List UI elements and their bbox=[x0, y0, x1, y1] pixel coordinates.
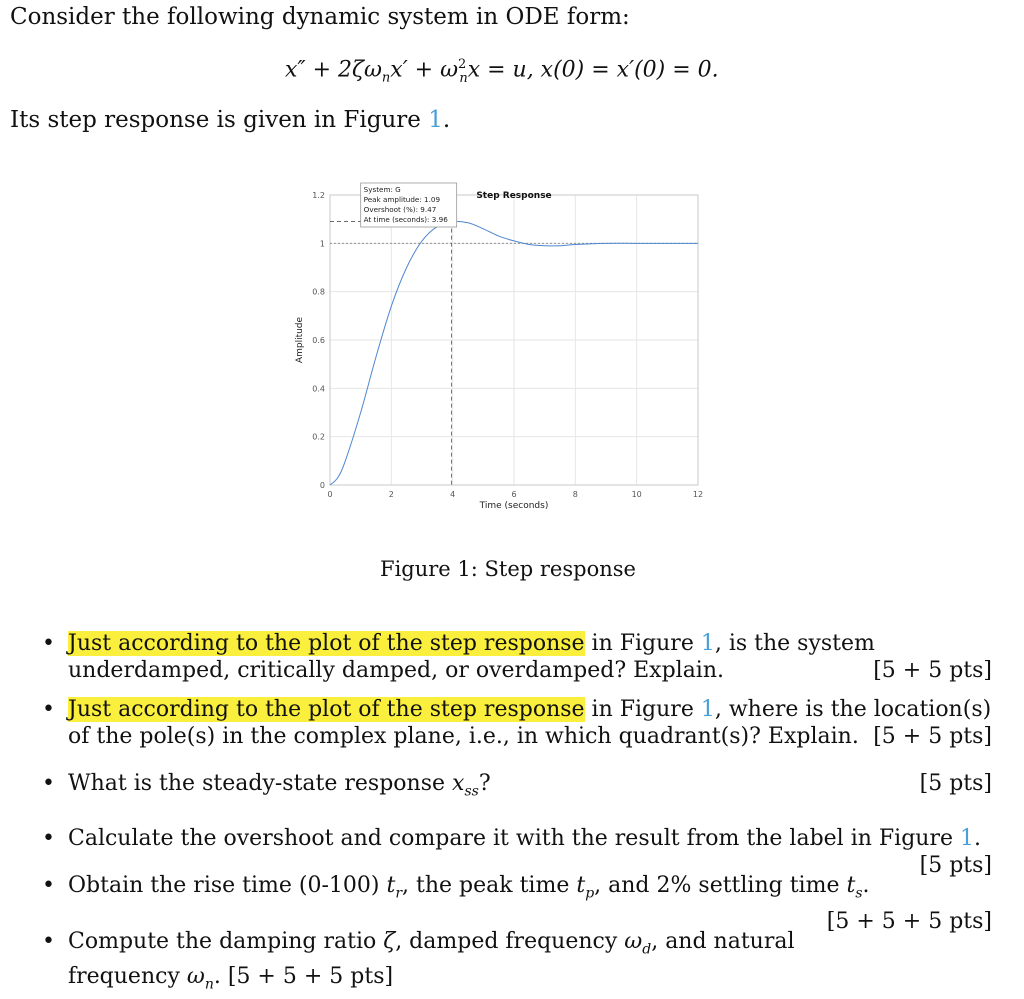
x-axis-label: Time (seconds) bbox=[479, 501, 549, 511]
datatip-line: Overshoot (%): 9.47 bbox=[363, 205, 437, 214]
x-tick-label: 10 bbox=[631, 490, 642, 499]
datatip-line: Peak amplitude: 1.09 bbox=[363, 195, 441, 204]
step-response-figure bbox=[290, 175, 720, 525]
figure-reference-sentence: Its step response is given in Figure 1. bbox=[10, 107, 451, 133]
x-tick-label: 8 bbox=[572, 490, 578, 499]
x-tick-label: 2 bbox=[388, 490, 394, 499]
ode-equation: $x'' + 2\zeta\omega_nx' + \omega^2_nx = u$, x(0) = x′(0) = 0. bbox=[285, 57, 719, 86]
points: [5 + 5 pts] bbox=[873, 658, 992, 683]
chart-title: Step Response bbox=[476, 191, 552, 201]
x-tick-label: 12 bbox=[692, 490, 704, 499]
points: [5 + 5 pts] bbox=[873, 724, 992, 749]
question-4: • Calculate the overshoot and compare it with the result from the label in Figure 1. [5 pts] bbox=[36, 825, 992, 852]
figure-link[interactable]: 1 bbox=[700, 697, 715, 722]
question-6: • Compute the damping ratio ζ, damped frequency $\omega_d$, and natural frequency $\omega_n$. [5 + 5 + 5 pts] bbox=[36, 928, 992, 999]
y-tick-label: 0 bbox=[319, 481, 325, 490]
x-tick-label: 4 bbox=[450, 490, 456, 499]
points: [5 + 5 + 5 pts] bbox=[826, 908, 992, 934]
y-tick-label: 0.8 bbox=[312, 287, 325, 297]
points: [5 + 5 + 5 pts] bbox=[227, 964, 394, 990]
y-tick-label: 0.2 bbox=[312, 432, 325, 442]
datatip-line: System: G bbox=[363, 185, 401, 194]
question-1: • Just according to the plot of the step response in Figure 1, is the system underdamped, critically damped, or overdamped? Explain. [5 + 5 pts] bbox=[36, 630, 992, 684]
question-3: • What is the steady-state response $x_{ss}$? [5 pts] bbox=[36, 770, 992, 805]
y-tick-label: 1.2 bbox=[312, 191, 325, 200]
y-tick-label: 0.4 bbox=[312, 384, 325, 394]
x-tick-label: 0 bbox=[327, 490, 333, 499]
step-response-chart bbox=[290, 175, 720, 525]
y-tick-label: 1 bbox=[319, 239, 325, 249]
question-5: • Obtain the rise time (0-100) $t_r$, the peak time $t_p$, and 2% settling time $t_s$. [5 + 5 + 5 pts] bbox=[36, 872, 992, 907]
y-axis-label: Amplitude bbox=[295, 316, 305, 364]
figure-caption: Figure 1: Step response bbox=[380, 557, 636, 581]
question-2: • Just according to the plot of the step response in Figure 1, where is the location(s) of the pole(s) in the complex plane, i.e., in which quadrant(s)? Explain. [5 + 5 pts] bbox=[36, 696, 992, 750]
figure-link[interactable]: 1 bbox=[700, 631, 715, 656]
x-tick-label: 6 bbox=[511, 490, 517, 499]
points: [5 pts] bbox=[919, 771, 992, 796]
figure-link[interactable]: 1 bbox=[428, 107, 443, 133]
y-tick-label: 0.6 bbox=[312, 336, 325, 345]
figure-link[interactable]: 1 bbox=[960, 826, 974, 852]
question-list bbox=[36, 630, 992, 999]
intro-text: Consider the following dynamic system in ODE form: bbox=[10, 4, 630, 30]
points: [5 pts] bbox=[919, 853, 992, 879]
datatip-line: At time (seconds): 3.96 bbox=[363, 215, 448, 224]
